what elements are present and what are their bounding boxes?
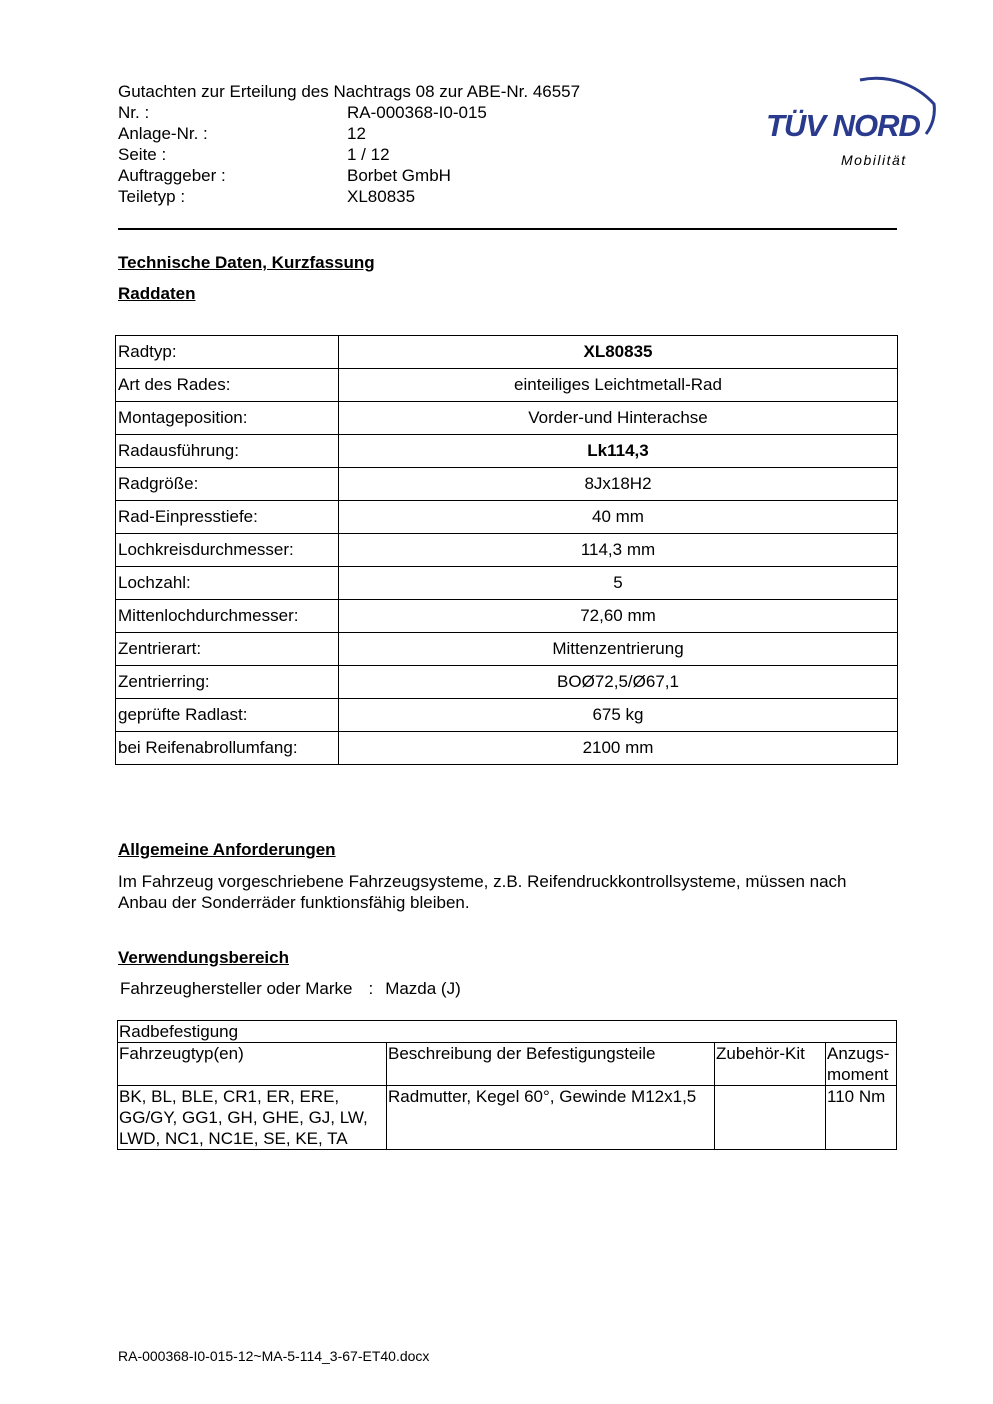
header-field-value: Borbet GmbH [347,166,451,185]
header-field-label: Seite : [118,145,167,164]
header-field-value: RA-000368-I0-015 [347,103,487,122]
raddaten-value: Mittenzentrierung [339,633,898,666]
section-title-allgemeine-anforderungen: Allgemeine Anforderungen [118,840,336,859]
header-field-value: 12 [347,124,366,143]
raddaten-label: Montageposition: [116,402,339,435]
section-title-raddaten: Raddaten [118,284,196,303]
raddaten-value: XL80835 [339,336,898,369]
raddaten-row [116,633,898,666]
raddaten-row [116,369,898,402]
header-field-row [118,123,487,144]
raddaten-label: geprüfte Radlast: [116,699,339,732]
raddaten-row [116,699,898,732]
header-field-label: Auftraggeber : [118,166,226,185]
raddaten-label: Art des Rades: [116,369,339,402]
header-field-label: Teiletyp : [118,187,186,206]
radbefestigung-cell-beschreibung: Radmutter, Kegel 60°, Gewinde M12x1,5 [387,1086,715,1150]
header-field-value: 1 / 12 [347,145,390,164]
logo-subtitle-text: Mobilität [841,152,907,168]
raddaten-row [116,534,898,567]
raddaten-value: Lk114,3 [339,435,898,468]
raddaten-value: 114,3 mm [339,534,898,567]
raddaten-label: Radtyp: [116,336,339,369]
header-fahrzeugtyp: Fahrzeugtyp(en) [118,1043,387,1086]
raddaten-row [116,501,898,534]
raddaten-label: Lochkreisdurchmesser: [116,534,339,567]
header-field-row [118,165,487,186]
raddaten-label: Lochzahl: [116,567,339,600]
header-beschreibung: Beschreibung der Befestigungsteile [387,1043,715,1086]
hersteller-label: Fahrzeughersteller oder Marke [120,979,353,998]
allgemeine-anforderungen-text: Im Fahrzeug vorgeschriebene Fahrzeugsysteme, z.B. Reifendruckkontrollsysteme, müssen nach Anbau der Sonderräder funktionsfähig bleiben. [118,872,847,912]
hersteller-value: Mazda (J) [385,979,461,998]
footer-filename: RA-000368-I0-015-12~MA-5-114_3-67-ET40.docx [118,1348,430,1364]
raddaten-row [116,336,898,369]
raddaten-value: 2100 mm [339,732,898,765]
raddaten-label: Radgröße: [116,468,339,501]
radbefestigung-cell-kit [715,1086,826,1150]
raddaten-table [115,335,898,765]
raddaten-label: Zentrierart: [116,633,339,666]
raddaten-value: 72,60 mm [339,600,898,633]
header-field-label: Anlage-Nr. : [118,124,208,143]
radbefestigung-row [118,1086,897,1150]
header-zubehoer-kit: Zubehör-Kit [715,1043,826,1086]
header-fields [118,102,487,207]
section-title-verwendungsbereich: Verwendungsbereich [118,948,289,967]
header-anzugsmoment-text: Anzugs- moment [827,1044,890,1084]
raddaten-row [116,402,898,435]
header-field-row [118,186,487,207]
raddaten-value: einteiliges Leichtmetall-Rad [339,369,898,402]
header-divider [118,228,897,230]
document-title: Gutachten zur Erteilung des Nachtrags 08 zur ABE-Nr. 46557 [118,82,581,101]
hersteller-row [120,978,461,999]
raddaten-row [116,732,898,765]
header-field-row [118,102,487,123]
raddaten-label: bei Reifenabrollumfang: [116,732,339,765]
raddaten-row [116,567,898,600]
raddaten-value: 8Jx18H2 [339,468,898,501]
raddaten-value: Vorder-und Hinterachse [339,402,898,435]
raddaten-label: Radausführung: [116,435,339,468]
radbefestigung-cell-moment: 110 Nm [826,1086,897,1150]
radbefestigung-cell-typ: BK, BL, BLE, CR1, ER, ERE, GG/GY, GG1, GH, GHE, GJ, LW, LWD, NC1, NC1E, SE, KE, TA [118,1086,387,1150]
hersteller-separator: : [368,979,374,998]
header-field-value: XL80835 [347,187,416,206]
raddaten-row [116,435,898,468]
header-field-label: Nr. : [118,103,150,122]
raddaten-row [116,468,898,501]
radbefestigung-table [117,1020,897,1150]
logo-brand-text: TÜV NORD [766,108,920,143]
raddaten-row [116,666,898,699]
header-field-row [118,144,487,165]
raddaten-label: Mittenlochdurchmesser: [116,600,339,633]
raddaten-label: Zentrierring: [116,666,339,699]
raddaten-value: BOØ72,5/Ø67,1 [339,666,898,699]
raddaten-value: 5 [339,567,898,600]
raddaten-value: 675 kg [339,699,898,732]
tuv-nord-logo [762,56,942,171]
header-anzugsmoment [826,1043,897,1086]
raddaten-row [116,600,898,633]
radbefestigung-title: Radbefestigung [118,1021,897,1043]
section-title-technische-daten: Technische Daten, Kurzfassung [118,253,375,272]
raddaten-label: Rad-Einpresstiefe: [116,501,339,534]
raddaten-value: 40 mm [339,501,898,534]
